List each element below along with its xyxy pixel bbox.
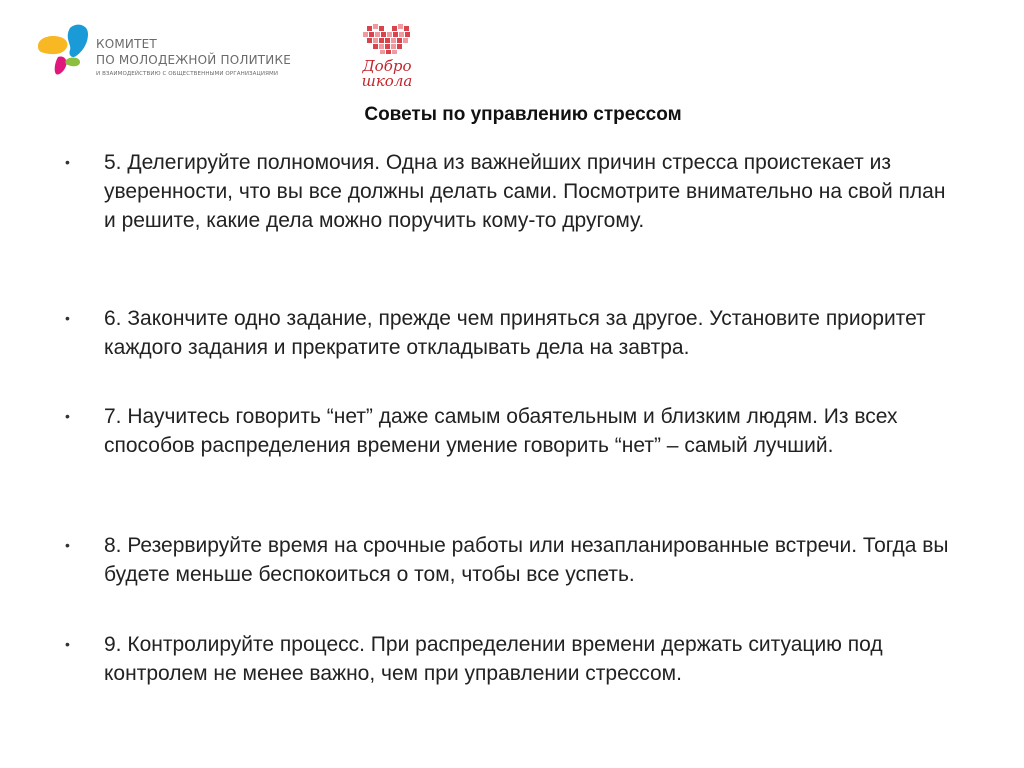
slide-title: Советы по управлению стрессом [364,104,682,125]
list-item-text: 5. Делегируйте полномочия. Одна из важнейших причин стресса проистекает из уверенности, что вы все должны делать сами. Посмотрите внимательно на свой план и решите, какие дела можно поручить кому-то другому. [104,151,946,232]
butterfly-logo-icon [36,22,94,80]
bullet-icon: • [65,636,70,652]
bullet-icon: • [65,408,70,424]
bullet-icon: • [65,310,70,326]
list-item-text: 8. Резервируйте время на срочные работы или незапланированные встречи. Тогда вы будете меньше беспокоиться о том, чтобы все успеть. [104,534,949,586]
dobro-school-logo [355,22,421,92]
committee-logo-line3: И ВЗАИМОДЕЙСТВИЮ С ОБЩЕСТВЕННЫМИ ОРГАНИЗАЦИЯМИ [96,71,279,77]
committee-logo-line2: ПО МОЛОДЕЖНОЙ ПОЛИТИКЕ [96,53,291,67]
dobro-logo-line1: Добро [362,57,412,75]
bullet-icon: • [65,537,70,553]
list-item-text: 7. Научитесь говорить “нет” даже самым обаятельным и близким людям. Из всех способов распределения времени умение говорить “нет” – самый лучший. [104,405,898,457]
committee-logo [36,22,296,82]
list-item-text: 9. Контролируйте процесс. При распределении времени держать ситуацию под контролем не менее важно, чем при управлении стрессом. [104,633,883,685]
bullet-icon: • [65,154,70,170]
heart-logo-icon [355,22,421,58]
committee-logo-line1: КОМИТЕТ [96,37,157,51]
list-item-text: 6. Закончите одно задание, прежде чем приняться за другое. Установите приоритет каждого задания и прекратите откладывать дела на завтра. [104,307,926,359]
dobro-logo-line2: школа [361,72,413,90]
